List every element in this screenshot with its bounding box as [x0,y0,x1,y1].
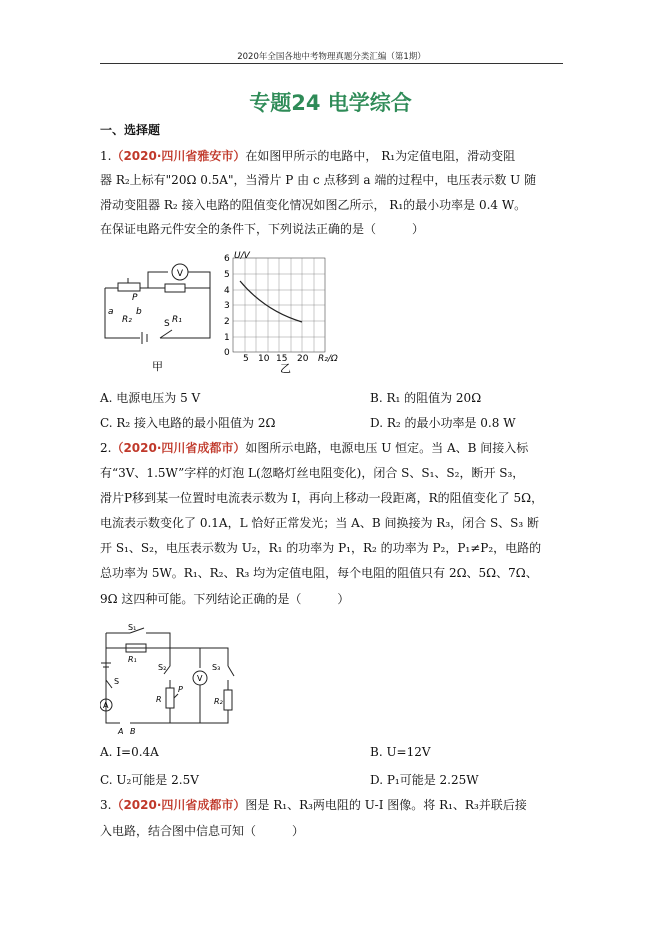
x-axis-label: R₂/Ω [318,354,338,364]
q2-line-2: 有“3V、1.5W”字样的灯泡 L(忽略灯丝电阻变化)，闭合 S、S₁、S₂，断开 S₃， [100,466,525,480]
y-tick: 2 [224,317,230,327]
x-tick: 20 [297,354,309,364]
voltmeter-label: V [176,269,184,279]
s2-label: S₂ [158,663,167,672]
fig-jia-label: 甲 [152,360,163,373]
q1-option-b: B. R₁ 的阻值为 20Ω [370,391,482,405]
running-header: 2020年全国各地中考物理真题分类汇编（第1期） [237,52,426,62]
q1-figure [100,248,360,376]
q1-line-1: 1.（2020·四川省雅安市）在如图甲所示的电路中， R₁为定值电阻，滑动变阻 [100,149,516,163]
x-tick: 15 [276,354,288,364]
q2-option-a: A. I=0.4A [100,745,159,759]
q2-line-7: 9Ω 这四种可能。下列结论正确的是（ ） [100,592,350,606]
fig-yi-label: 乙 [280,362,291,375]
q2-option-d: D. P₁可能是 2.25W [370,773,479,787]
y-tick: 0 [224,348,230,358]
terminal-a-label: A [118,727,124,736]
y-tick: 1 [224,333,230,343]
r1-label: R₁ [128,655,137,664]
switch-s-label: S [164,319,170,329]
terminal-a-label: a [108,307,114,317]
q1-line-2: 器 R₂上标有"20Ω 0.5A"，当滑片 P 由 c 点移到 a 端的过程中，电压表示数 U 随 [100,173,537,187]
y-tick: 4 [224,286,230,296]
q2-circuit-diagram [100,618,250,738]
q1-graph [233,258,325,352]
terminal-b-label: b [136,307,142,317]
s1-label: S₁ [128,623,137,632]
s3-label: S₃ [212,663,221,672]
r-label: R [156,695,162,704]
q2-line-6: 总功率为 5W。R₁、R₂、R₃ 均为定值电阻，每个电阻的阻值只有 2Ω、5Ω、7Ω、 [100,566,538,580]
y-tick: 6 [224,254,230,264]
q1-option-a: A. 电源电压为 5 V [100,391,201,405]
s-label: S [114,677,120,686]
section-heading: 一、选择题 [100,123,161,137]
x-tick: 10 [258,354,270,364]
q2-option-b: B. U=12V [370,745,431,759]
voltmeter-label: V [197,674,203,683]
slider-p-label: P [132,293,138,303]
q2-line-1: 2.（2020·四川省成都市）如图所示电路，电源电压 U 恒定。当 A、B 间接入标 [100,441,529,455]
header-rule [100,63,563,64]
y-axis-label: U/V [234,251,250,261]
q2-line-4: 电流表示数变化了 0.1A，L 恰好正常发光；当 A、B 间换接为 R₃，闭合 S、S₃ 断 [100,516,540,530]
q1-line-4: 在保证电路元件安全的条件下，下列说法正确的是（ ） [100,222,425,236]
r2-label: R₂ [122,315,132,325]
q1-circuit-diagram [105,264,210,344]
q1-option-d: D. R₂ 的最小功率是 0.8 W [370,416,516,430]
y-tick: 3 [224,301,230,311]
x-tick: 5 [243,354,249,364]
terminal-b-label: B [130,727,136,736]
q1-option-c: C. R₂ 接入电路的最小阻值为 2Ω [100,416,276,430]
q2-option-c: C. U₂可能是 2.5V [100,773,199,787]
page-title: 专题24 电学综合 [249,91,412,115]
q3-line-2: 入电路，结合图中信息可知（ ） [100,824,305,838]
r2-label: R₂ [214,697,223,706]
r1-label: R₁ [172,315,182,325]
slider-p-label: P [178,685,183,694]
ammeter-label: A [103,701,109,710]
y-tick: 5 [224,270,230,280]
q1-line-3: 滑动变阻器 R₂ 接入电路的阻值变化情况如图乙所示， R₁的最小功率是 0.4 W。 [100,198,527,212]
q3-line-1: 3.（2020·四川省成都市）图是 R₁、R₃两电阻的 U-I 图像。将 R₁、R₃并联后接 [100,798,527,812]
q2-line-3: 滑片P移到某一位置时电流表示数为 I，再向上移动一段距离，R的阻值变化了 5Ω， [100,491,544,505]
q2-line-5: 开 S₁、S₂，电压表示数为 U₂，R₁ 的功率为 P₁，R₂ 的功率为 P₂，P₁≠P₂，电路的 [100,541,542,555]
